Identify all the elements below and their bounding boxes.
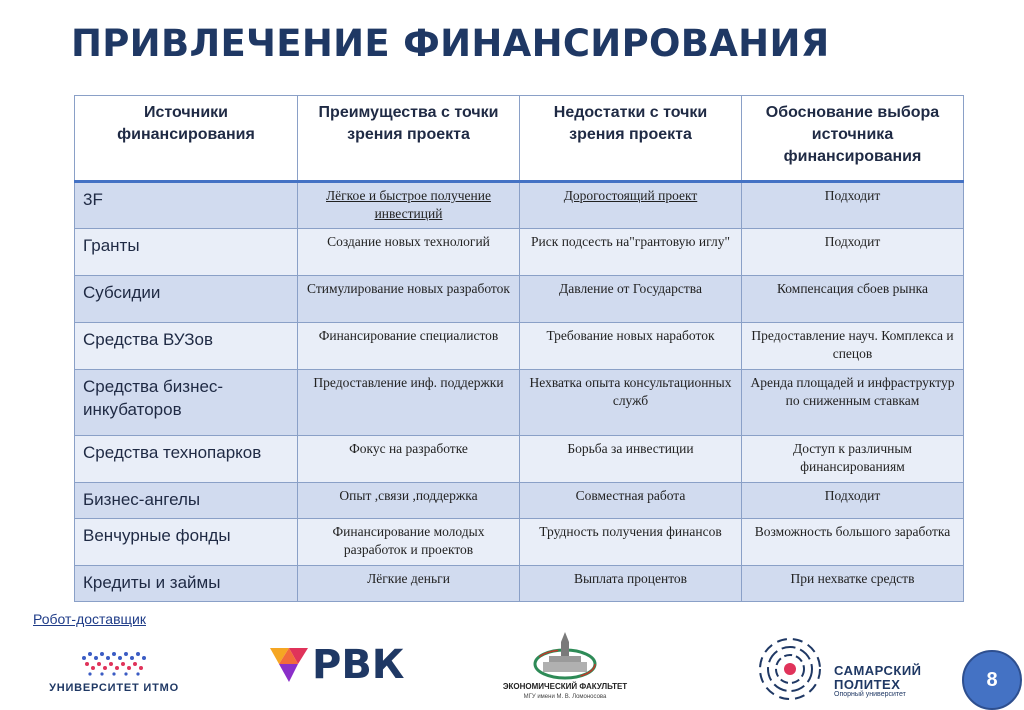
cell-reason: Подходит xyxy=(742,229,964,276)
samara-text-line1: САМАРСКИЙ xyxy=(834,663,922,678)
page-number-badge: 8 xyxy=(962,650,1022,710)
header-sources: Источники финансирования xyxy=(75,96,298,182)
msu-building-icon xyxy=(495,630,635,682)
cell-pros: Опыт ,связи ,поддержка xyxy=(298,483,520,519)
table-row xyxy=(75,182,964,229)
cell-reason: Компенсация сбоев рынка xyxy=(742,276,964,323)
cell-source: Средства бизнес-инкубаторов xyxy=(75,370,298,436)
cell-source: Бизнес-ангелы xyxy=(75,483,298,519)
econ-faculty-text: ЭКОНОМИЧЕСКИЙ ФАКУЛЬТЕТ xyxy=(502,682,628,691)
cell-cons: Требование новых наработок xyxy=(520,323,742,370)
cell-source: Субсидии xyxy=(75,276,298,323)
samara-text-line3: Опорный университет xyxy=(834,691,906,698)
rvk-logo xyxy=(268,640,405,692)
cell-cons: Давление от Государства xyxy=(520,276,742,323)
cell-source: Гранты xyxy=(75,229,298,276)
cell-source: Средства технопарков xyxy=(75,436,298,483)
cell-pros: Создание новых технологий xyxy=(298,229,520,276)
header-justification: Обоснование выбора источника финансирования xyxy=(742,96,964,182)
cell-pros: Стимулирование новых разработок xyxy=(298,276,520,323)
econ-faculty-logo xyxy=(495,630,635,708)
cell-reason: Подходит xyxy=(742,483,964,519)
cell-cons: Трудность получения финансов xyxy=(520,519,742,566)
table-header-row xyxy=(75,96,964,182)
cell-reason: При нехватке средств xyxy=(742,566,964,602)
cell-source: Венчурные фонды xyxy=(75,519,298,566)
cell-pros: Финансирование молодых разработок и проектов xyxy=(298,519,520,566)
cell-cons: Выплата процентов xyxy=(520,566,742,602)
table-row xyxy=(75,566,964,602)
cell-cons: Нехватка опыта консультационных служб xyxy=(520,370,742,436)
cell-pros: Лёгкое и быстрое получение инвестиций xyxy=(298,182,520,229)
table-row xyxy=(75,483,964,519)
itmo-dots-icon xyxy=(44,644,184,680)
cell-source: Кредиты и займы xyxy=(75,566,298,602)
rvk-star-icon xyxy=(268,640,310,686)
cell-cons: Совместная работа xyxy=(520,483,742,519)
slide-title: ПРИВЛЕЧЕНИЕ ФИНАНСИРОВАНИЯ xyxy=(71,22,830,65)
cell-reason: Доступ к различным финансированиям xyxy=(742,436,964,483)
samara-circles-icon xyxy=(750,633,834,703)
cell-source: Средства ВУЗов xyxy=(75,323,298,370)
table-row xyxy=(75,276,964,323)
table-row xyxy=(75,519,964,566)
itmo-logo xyxy=(44,644,184,700)
header-advantages: Преимущества с точки зрения проекта xyxy=(298,96,520,182)
cell-reason: Аренда площадей и инфраструктур по сниженным ставкам xyxy=(742,370,964,436)
econ-faculty-subtext: МГУ имени М. В. Ломоносова xyxy=(523,694,607,700)
cell-pros: Финансирование специалистов xyxy=(298,323,520,370)
cell-cons: Дорогостоящий проект xyxy=(520,182,742,229)
cell-reason: Возможность большого заработка xyxy=(742,519,964,566)
cell-cons: Борьба за инвестиции xyxy=(520,436,742,483)
samara-text-line2: ПОЛИТЕХ xyxy=(834,677,901,692)
header-disadvantages: Недостатки с точки зрения проекта xyxy=(520,96,742,182)
cell-cons: Риск подсесть на"грантовую иглу" xyxy=(520,229,742,276)
table-row xyxy=(75,229,964,276)
cell-reason: Предоставление науч. Комплекса и спецов xyxy=(742,323,964,370)
cell-pros: Фокус на разработке xyxy=(298,436,520,483)
table-row xyxy=(75,436,964,483)
financing-table xyxy=(74,95,964,602)
cell-reason: Подходит xyxy=(742,182,964,229)
table-row xyxy=(75,323,964,370)
rvk-logo-text: РВК xyxy=(312,642,405,688)
samara-polytech-logo xyxy=(750,633,940,703)
cell-source: 3F xyxy=(75,182,298,229)
itmo-logo-text: УНИВЕРСИТЕТ ИТМО xyxy=(49,682,179,694)
table-row xyxy=(75,370,964,436)
robot-courier-link[interactable]: Робот-доставщик xyxy=(33,611,146,627)
cell-pros: Лёгкие деньги xyxy=(298,566,520,602)
cell-pros: Предоставление инф. поддержки xyxy=(298,370,520,436)
